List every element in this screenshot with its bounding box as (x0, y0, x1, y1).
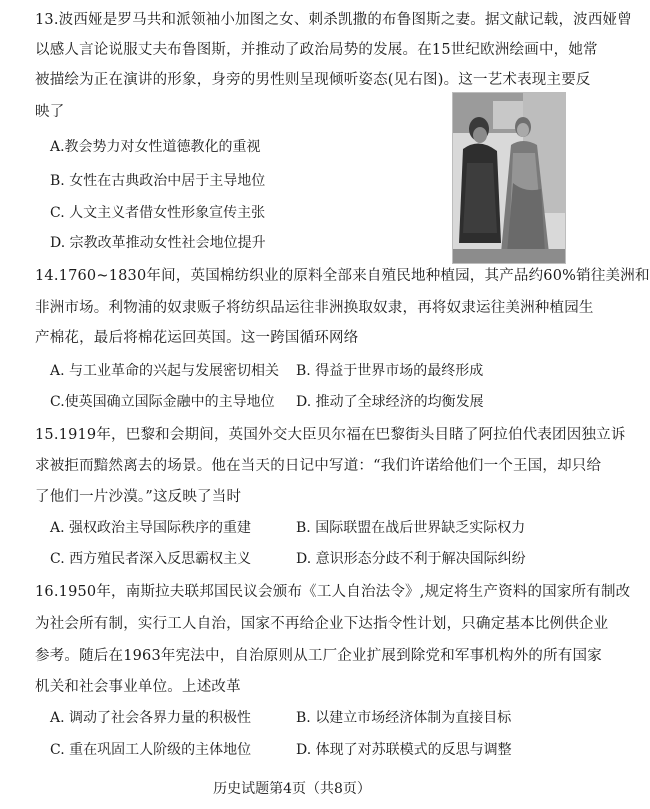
question-16-option-d[interactable]: D. 体现了对苏联模式的反思与调整 (296, 742, 512, 758)
question-13-option-a[interactable]: A.教会势力对女性道德教化的重视 (50, 139, 261, 155)
question-15-option-c[interactable]: C. 西方殖民者深入反思霸权主义 (50, 551, 252, 567)
question-16-line-1: 16.1950年，南斯拉夫联邦国民议会颁布《工人自治法令》,规定将生产资料的国家所有制改 (35, 584, 631, 600)
question-15-line-3: 了他们一片沙漠。”这反映了当时 (35, 489, 242, 505)
question-13-line-3: 被描绘为正在演讲的形象，身旁的男性则呈现倾听姿态(见右图)。这一艺术表现主要反 (35, 72, 591, 88)
question-14-line-3: 产棉花，最后将棉花运回英国。这一跨国循环网络 (35, 330, 359, 346)
question-13-line-2: 以感人言论说服丈夫布鲁图斯，并推动了政治局势的发展。在15世纪欧洲绘画中，她常 (35, 42, 598, 58)
question-14-option-a[interactable]: A. 与工业革命的兴起与发展密切相关 (50, 363, 280, 379)
question-15-option-a[interactable]: A. 强权政治主导国际秩序的重建 (50, 520, 252, 536)
question-15-line-2: 求被拒而黯然离去的场景。他在当天的日记中写道：“我们许诺给他们一个王国，却只给 (35, 458, 602, 474)
painting-image (452, 92, 566, 264)
question-13-line-1: 13.波西娅是罗马共和派领袖小加图之女、刺杀凯撒的布鲁图斯之妻。据文献记载，波西娅曾 (35, 12, 632, 28)
question-16-option-a[interactable]: A. 调动了社会各界力量的积极性 (50, 710, 252, 726)
question-16-line-2: 为社会所有制，实行工人自治，国家不再给企业下达指令性计划，只确定基本比例供企业 (35, 616, 609, 632)
page-footer: 历史试题第4页（共8页） (213, 781, 371, 797)
painting-figures-icon (453, 93, 565, 263)
question-14-option-b[interactable]: B. 得益于世界市场的最终形成 (296, 363, 484, 379)
question-13-option-d[interactable]: D. 宗教改革推动女性社会地位提升 (50, 235, 266, 251)
question-14-option-d[interactable]: D. 推动了全球经济的均衡发展 (296, 394, 484, 410)
question-16-option-b[interactable]: B. 以建立市场经济体制为直接目标 (296, 710, 512, 726)
question-13-option-b[interactable]: B. 女性在古典政治中居于主导地位 (50, 173, 266, 189)
question-15-line-1: 15.1919年，巴黎和会期间，英国外交大臣贝尔福在巴黎街头目睹了阿拉伯代表团因独立诉 (35, 427, 626, 443)
question-15-option-d[interactable]: D. 意识形态分歧不利于解决国际纠纷 (296, 551, 526, 567)
question-13-line-4: 映了 (35, 104, 65, 120)
question-13-option-c[interactable]: C. 人文主义者借女性形象宣传主张 (50, 205, 266, 221)
question-16-line-3: 参考。随后在1963年宪法中，自治原则从工厂企业扩展到除党和军事机构外的所有国家 (35, 648, 602, 664)
question-15-option-b[interactable]: B. 国际联盟在战后世界缺乏实际权力 (296, 520, 526, 536)
question-16-line-4: 机关和社会事业单位。上述改革 (35, 679, 241, 695)
question-14-option-c[interactable]: C.使英国确立国际金融中的主导地位 (50, 394, 275, 410)
question-14-line-2: 非洲市场。利物浦的奴隶贩子将纺织品运往非洲换取奴隶，再将奴隶运往美洲种植园生 (35, 300, 594, 316)
question-16-option-c[interactable]: C. 重在巩固工人阶级的主体地位 (50, 742, 252, 758)
question-14-line-1: 14.1760~1830年间，英国棉纺织业的原料全部来自殖民地种植园，其产品约60%销往美洲和 (35, 268, 650, 284)
